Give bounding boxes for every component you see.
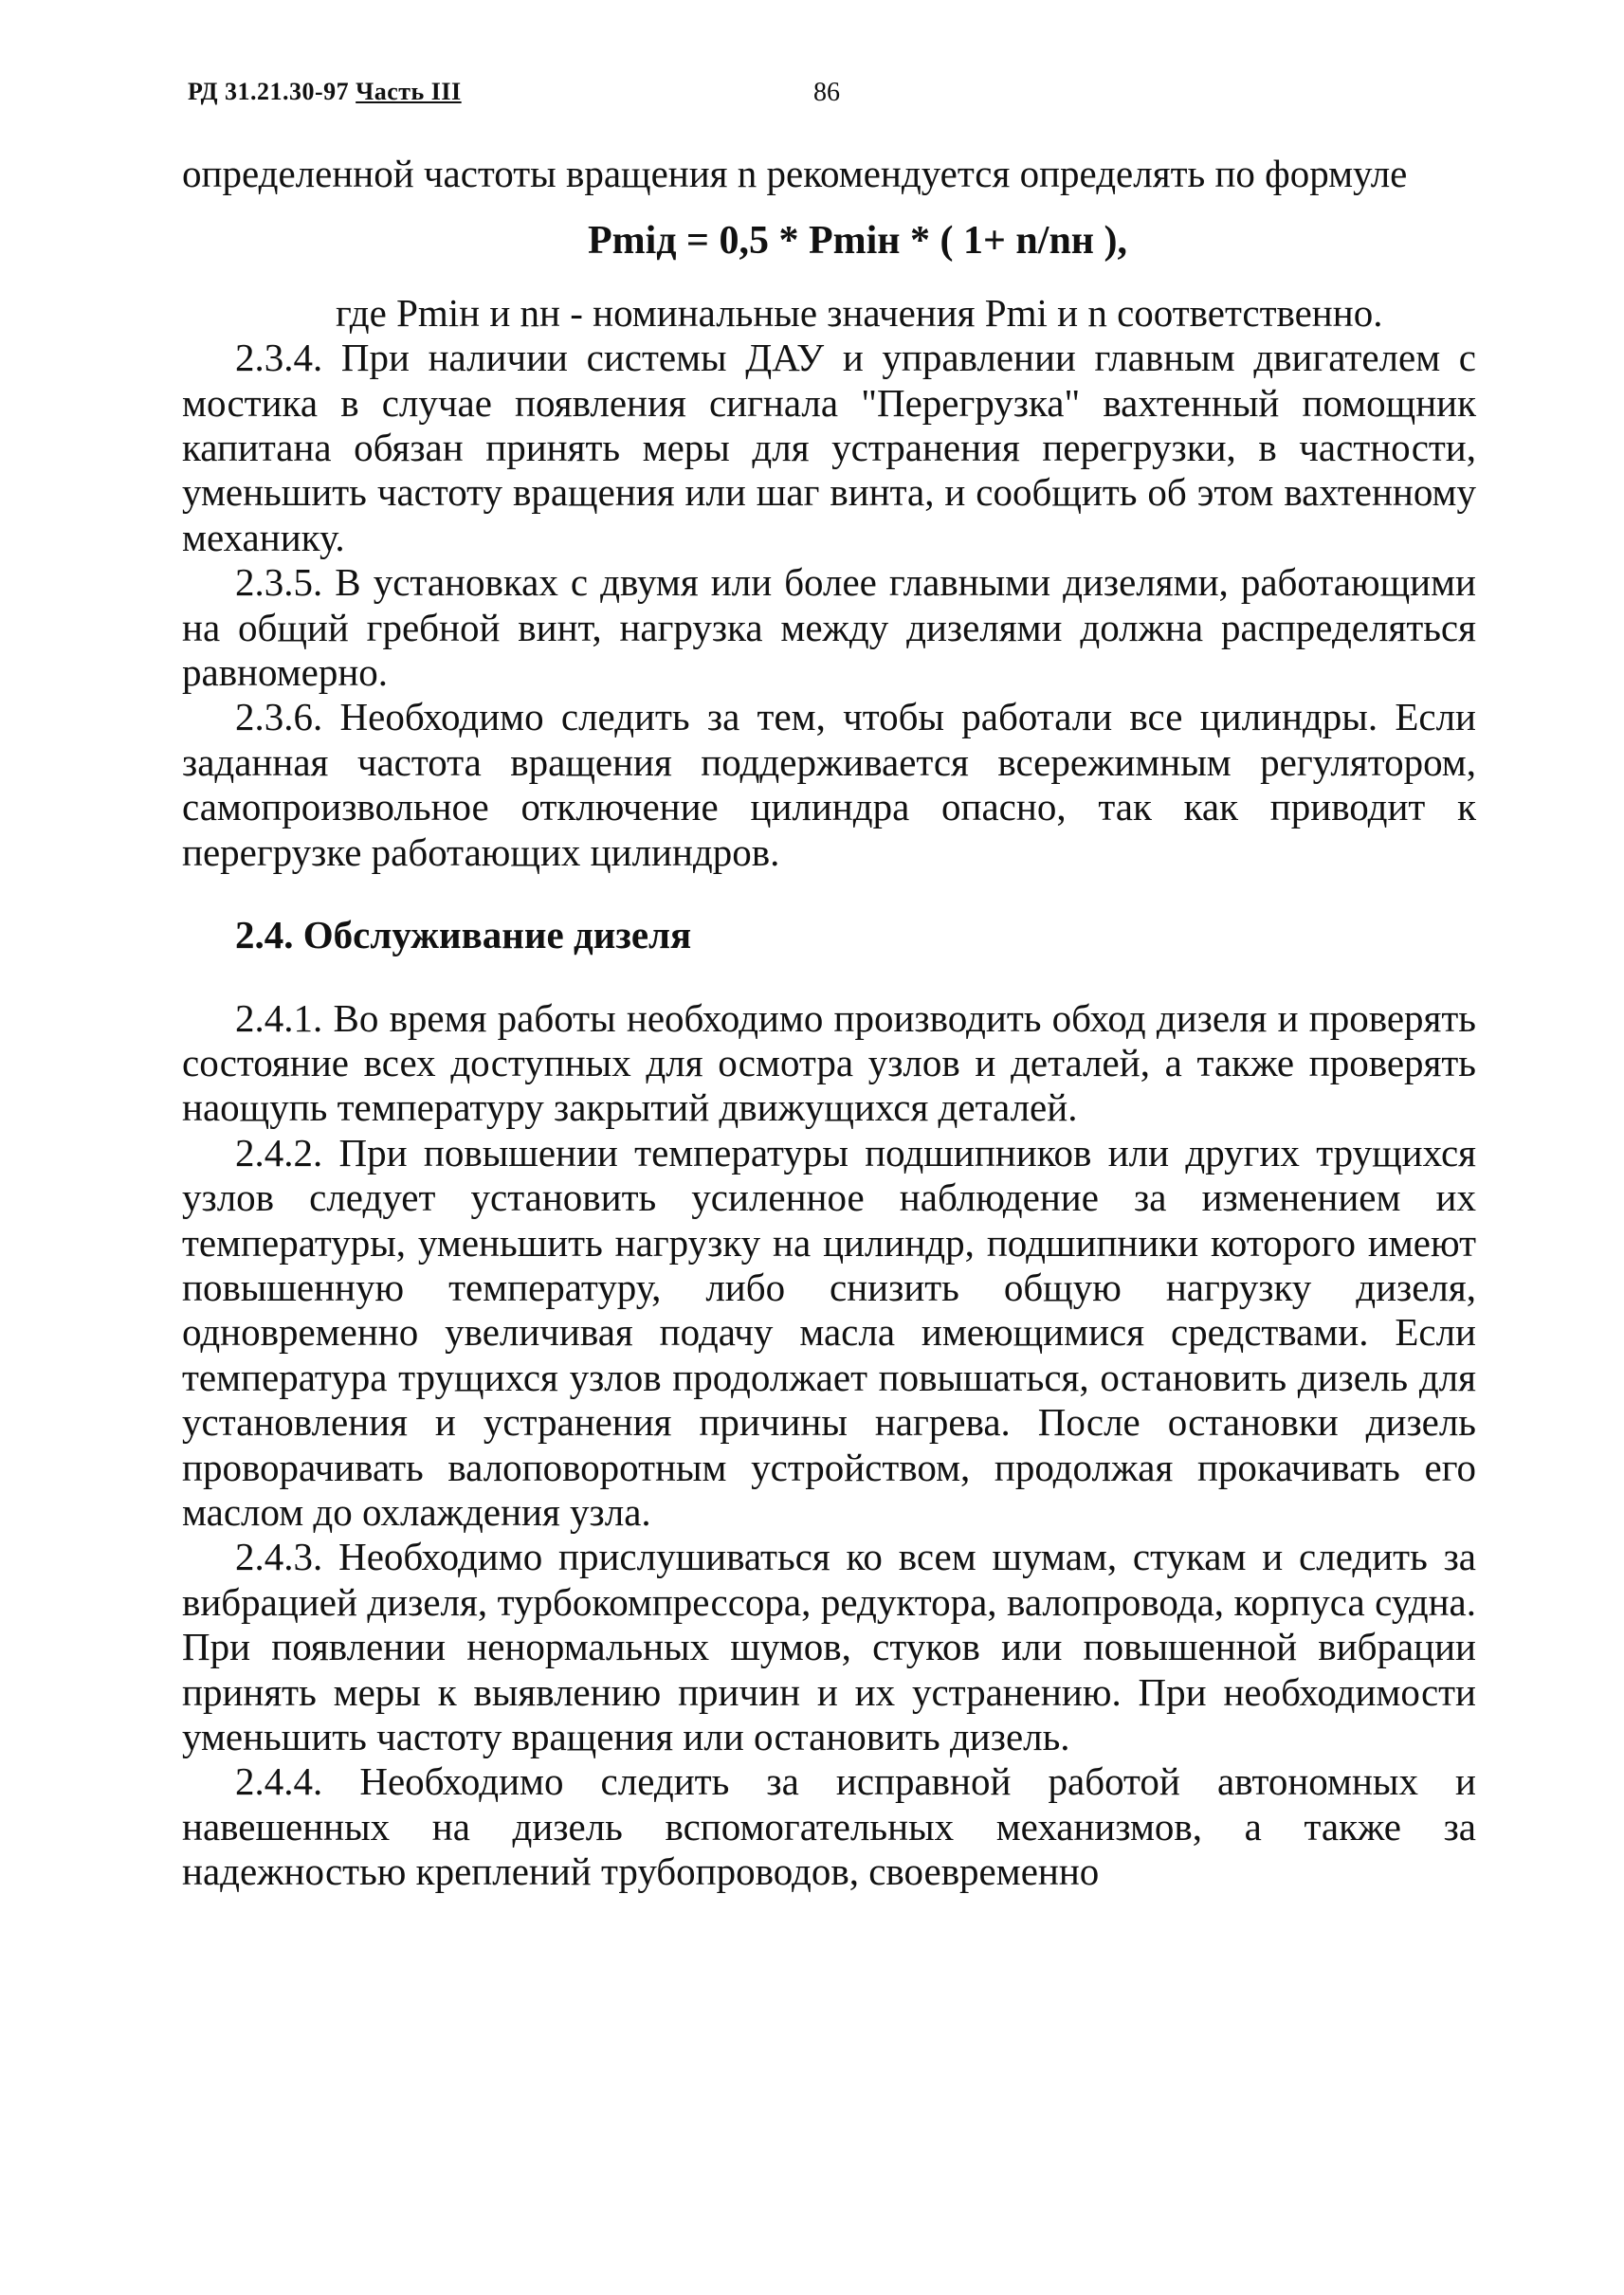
intro-paragraph: определенной частоты вращения n рекомендуется определять по формуле — [182, 152, 1408, 195]
paragraph-2-3-4: 2.3.4. При наличии системы ДАУ и управлении главным двигателем с мостика в случае появления сигнала "Перегрузка" вахтенный помощник капитана обязан принять меры для устранения перегрузки, в частности, уменьшить частоту вращения или шаг винта, и сообщить об этом вахтенному механику. — [182, 336, 1476, 559]
paragraph-2-4-4: 2.4.4. Необходимо следить за исправной работой автономных и навешенных на дизель вспомогательных механизмов, а также за надежностью креплений трубопроводов, своевременно — [182, 1759, 1476, 1894]
formula: Pmiд = 0,5 * Pmiн * ( 1+ n/nн ), — [588, 219, 1127, 264]
document-body — [182, 152, 1476, 1895]
page-header — [188, 78, 462, 106]
paragraph-2-4-2: 2.4.2. При повышении температуры подшипников или других трущихся узлов следует установить усиленное наблюдение за изменением их температуры, уменьшить нагрузку на цилиндр, подшипники которого имеют повышенную температуру, либо снизить общую нагрузку дизеля, одновременно увеличивая подачу масла имеющимися средствами. Если температура трущихся узлов продолжает повышаться, остановить дизель для установления и устранения причины нагрева. После остановки дизель проворачивать валоповоротным устройством, продолжая прокачивать его маслом до охлаждения узла. — [182, 1130, 1476, 1534]
section-heading: 2.4. Обслуживание дизеля — [235, 913, 692, 957]
paragraph-2-4-1: 2.4.1. Во время работы необходимо производить обход дизеля и проверять состояние всех доступных для осмотра узлов и деталей, а также проверять наощупь температуру закрытий движущихся деталей. — [182, 995, 1476, 1130]
formula-explanation: где Pmiн и nн - номинальные значения Pmi и n соответственно. — [336, 290, 1383, 335]
document-part: Часть III — [356, 78, 462, 105]
paragraph-2-4-3: 2.4.3. Необходимо прислушиваться ко всем шумам, стукам и следить за вибрацией дизеля, турбокомпрессора, редуктора, валопровода, корпуса судна. При появлении ненормальных шумов, стуков или повышенной вибрации принять меры к выявлению причин и их устранению. При необходимости уменьшить частоту вращения или остановить дизель. — [182, 1535, 1476, 1758]
paragraph-2-3-6: 2.3.6. Необходимо следить за тем, чтобы работали все цилиндры. Если заданная частота вращения поддерживается всережимным регулятором, самопроизвольное отключение цилиндра опасно, так как приводит к перегрузке работающих цилиндров. — [182, 695, 1476, 874]
paragraph-2-3-5: 2.3.5. В установках с двумя или более главными дизелями, работающими на общий гребной винт, нагрузка между дизелями должна распределяться равномерно. — [182, 560, 1476, 695]
document-code: РД 31.21.30-97 — [188, 78, 350, 105]
page-number: 86 — [813, 78, 840, 107]
